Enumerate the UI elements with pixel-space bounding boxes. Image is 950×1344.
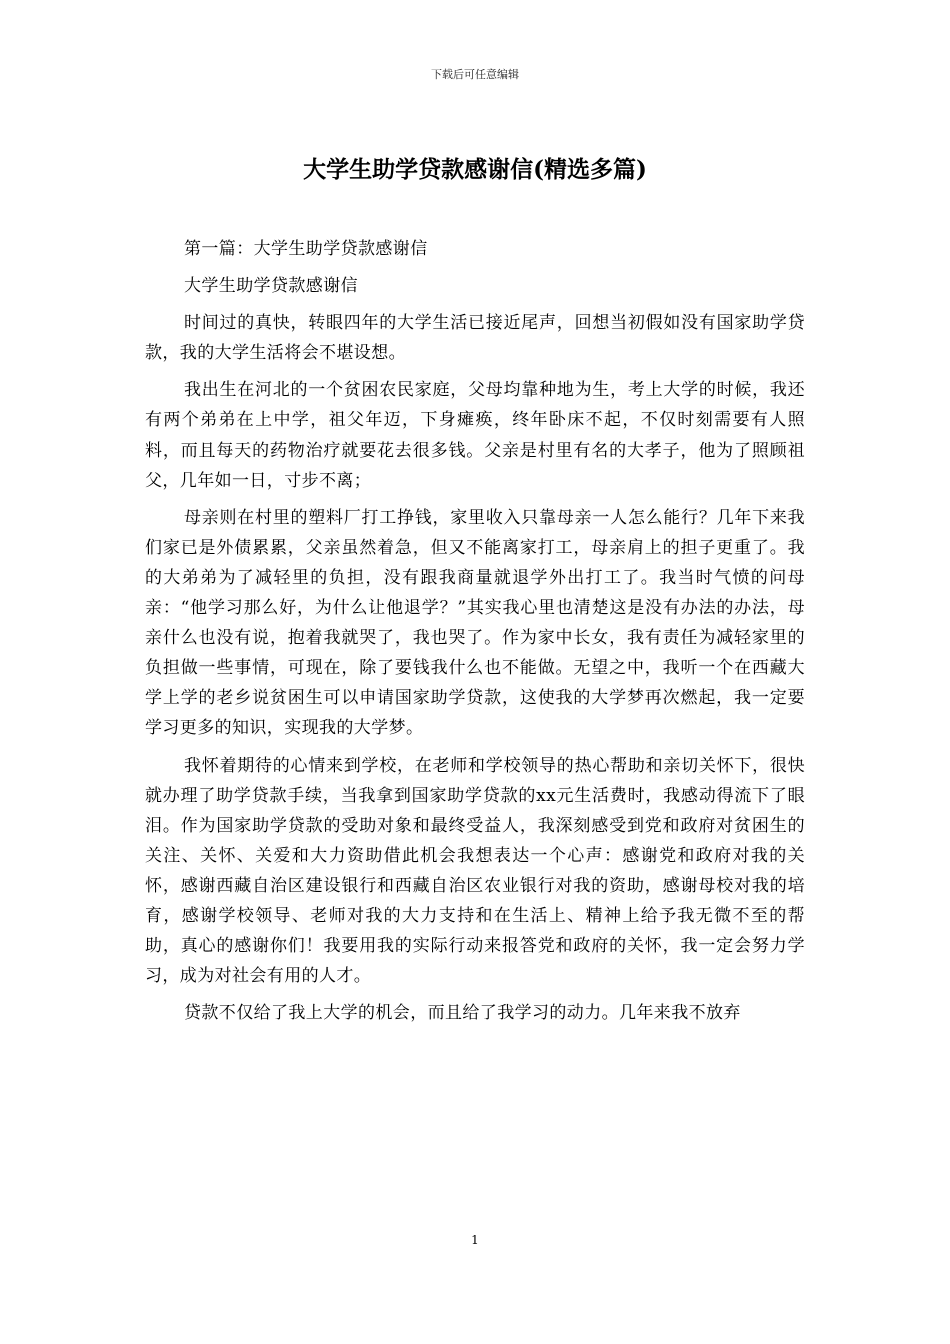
body-paragraph: 我出生在河北的一个贫困农民家庭，父母均靠种地为生，考上大学的时候，我还有两个弟弟在上中学，祖父年迈，下身瘫痪，终年卧床不起，不仅时刻需要有人照料，而且每天的药物治疗就要花去很多钱。父亲是村里有名的大孝子，他为了照顾祖父，几年如一日，寸步不离； <box>145 380 805 491</box>
body-paragraph: 母亲则在村里的塑料厂打工挣钱，家里收入只靠母亲一人怎么能行？几年下来我们家已是外债累累，父亲虽然着急，但又不能离家打工，母亲肩上的担子更重了。我的大弟弟为了减轻里的负担，没有跟我商量就退学外出打工了。我当时气愤的问母亲：“他学习那么好，为什么让他退学？”其实我心里也清楚这是没有办法的办法，母亲什么也没有说，抱着我就哭了，我也哭了。作为家中长女，我有责任为减轻家里的负担做一些事情，可现在，除了要钱我什么也不能做。无望之中，我听一个在西藏大学上学的老乡说贫困生可以申请国家助学贷款，这使我的大学梦再次燃起，我一定要学习更多的知识，实现我的大学梦。 <box>145 507 805 739</box>
body-paragraph: 我怀着期待的心情来到学校，在老师和学校领导的热心帮助和亲切关怀下，很快就办理了助学贷款手续，当我拿到国家助学贷款的xx元生活费时，我感动得流下了眼泪。作为国家助学贷款的受助对象和最终受益人，我深刻感受到党和政府对贫困生的关注、关怀、关爱和大力资助借此机会我想表达一个心声：感谢党和政府对我的关怀，感谢西藏自治区建设银行和西藏自治区农业银行对我的资助，感谢母校对我的培育，感谢学校领导、老师对我的大力支持和在生活上、精神上给予我无微不至的帮助，真心的感谢你们！我要用我的实际行动来报答党和政府的关怀，我一定会努力学习，成为对社会有用的人才。 <box>145 755 805 987</box>
header-note: 下载后可任意编辑 <box>431 68 519 81</box>
body-paragraph: 时间过的真快，转眼四年的大学生活已接近尾声，回想当初假如没有国家助学贷款，我的大学生活将会不堪设想。 <box>145 313 805 364</box>
letter-title: 大学生助学贷款感谢信 <box>184 276 358 297</box>
body-paragraph: 贷款不仅给了我上大学的机会，而且给了我学习的动力。几年来我不放弃 <box>184 1003 741 1024</box>
document-body <box>145 234 805 1035</box>
section-heading: 第一篇：大学生助学贷款感谢信 <box>184 239 428 259</box>
document-title: 大学生助学贷款感谢信(精选多篇) <box>303 156 647 183</box>
page-number: 1 <box>471 1233 479 1247</box>
